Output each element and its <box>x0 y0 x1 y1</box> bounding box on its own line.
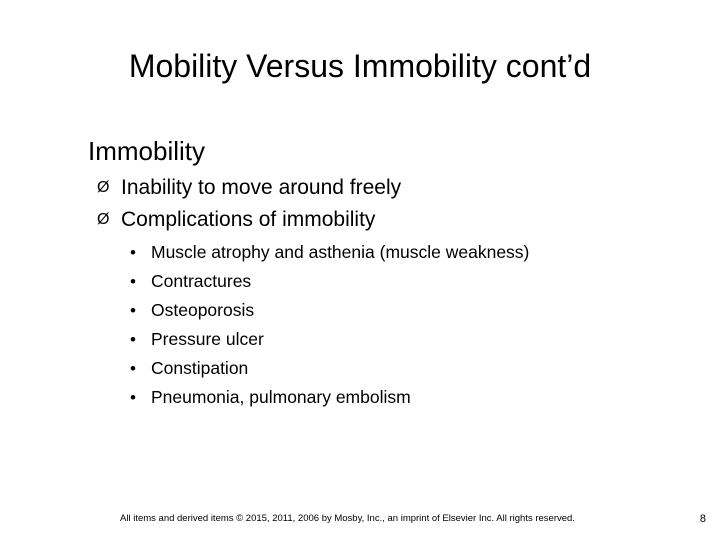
bullet-text: Complications of immobility <box>121 208 376 231</box>
bullet-level2-item <box>97 172 401 204</box>
bullet-text: Osteoporosis <box>151 300 255 320</box>
bullet-text: Immobility <box>88 136 206 166</box>
bullet-level3-item <box>130 238 529 267</box>
copyright-footer: All items and derived items © 2015, 2011, 2006 by Mosby, Inc., an imprint of Elsevier Inc. All rights reserved. <box>120 513 575 524</box>
dot-bullet-icon: • <box>130 301 136 320</box>
dot-bullet-icon: • <box>130 388 136 407</box>
bullet-level3-item <box>130 383 411 412</box>
bullet-level3-item <box>130 296 254 325</box>
bullet-text: Constipation <box>151 358 249 378</box>
dot-bullet-icon: • <box>130 272 136 291</box>
bullet-text: Muscle atrophy and asthenia (muscle weakness) <box>151 242 530 262</box>
bullet-level3-item <box>130 354 248 383</box>
dot-bullet-icon: • <box>130 330 136 349</box>
bullet-level3-item <box>130 325 264 354</box>
bullet-level3-item <box>130 267 251 296</box>
bullet-level1-immobility <box>42 132 205 170</box>
bullet-text: Inability to move around freely <box>121 176 402 199</box>
bullet-text: Pneumonia, pulmonary embolism <box>151 387 411 407</box>
bullet-level2-item <box>97 204 375 236</box>
page-number: 8 <box>699 513 706 525</box>
bullet-text: Contractures <box>151 271 252 291</box>
dot-bullet-icon: • <box>130 243 136 262</box>
dot-bullet-icon: • <box>130 359 136 378</box>
arrow-bullet-icon: Ø <box>97 179 110 196</box>
arrow-bullet-icon: Ø <box>97 211 110 228</box>
bullet-text: Pressure ulcer <box>151 329 264 349</box>
slide-title: Mobility Versus Immobility cont’d <box>128 48 592 84</box>
